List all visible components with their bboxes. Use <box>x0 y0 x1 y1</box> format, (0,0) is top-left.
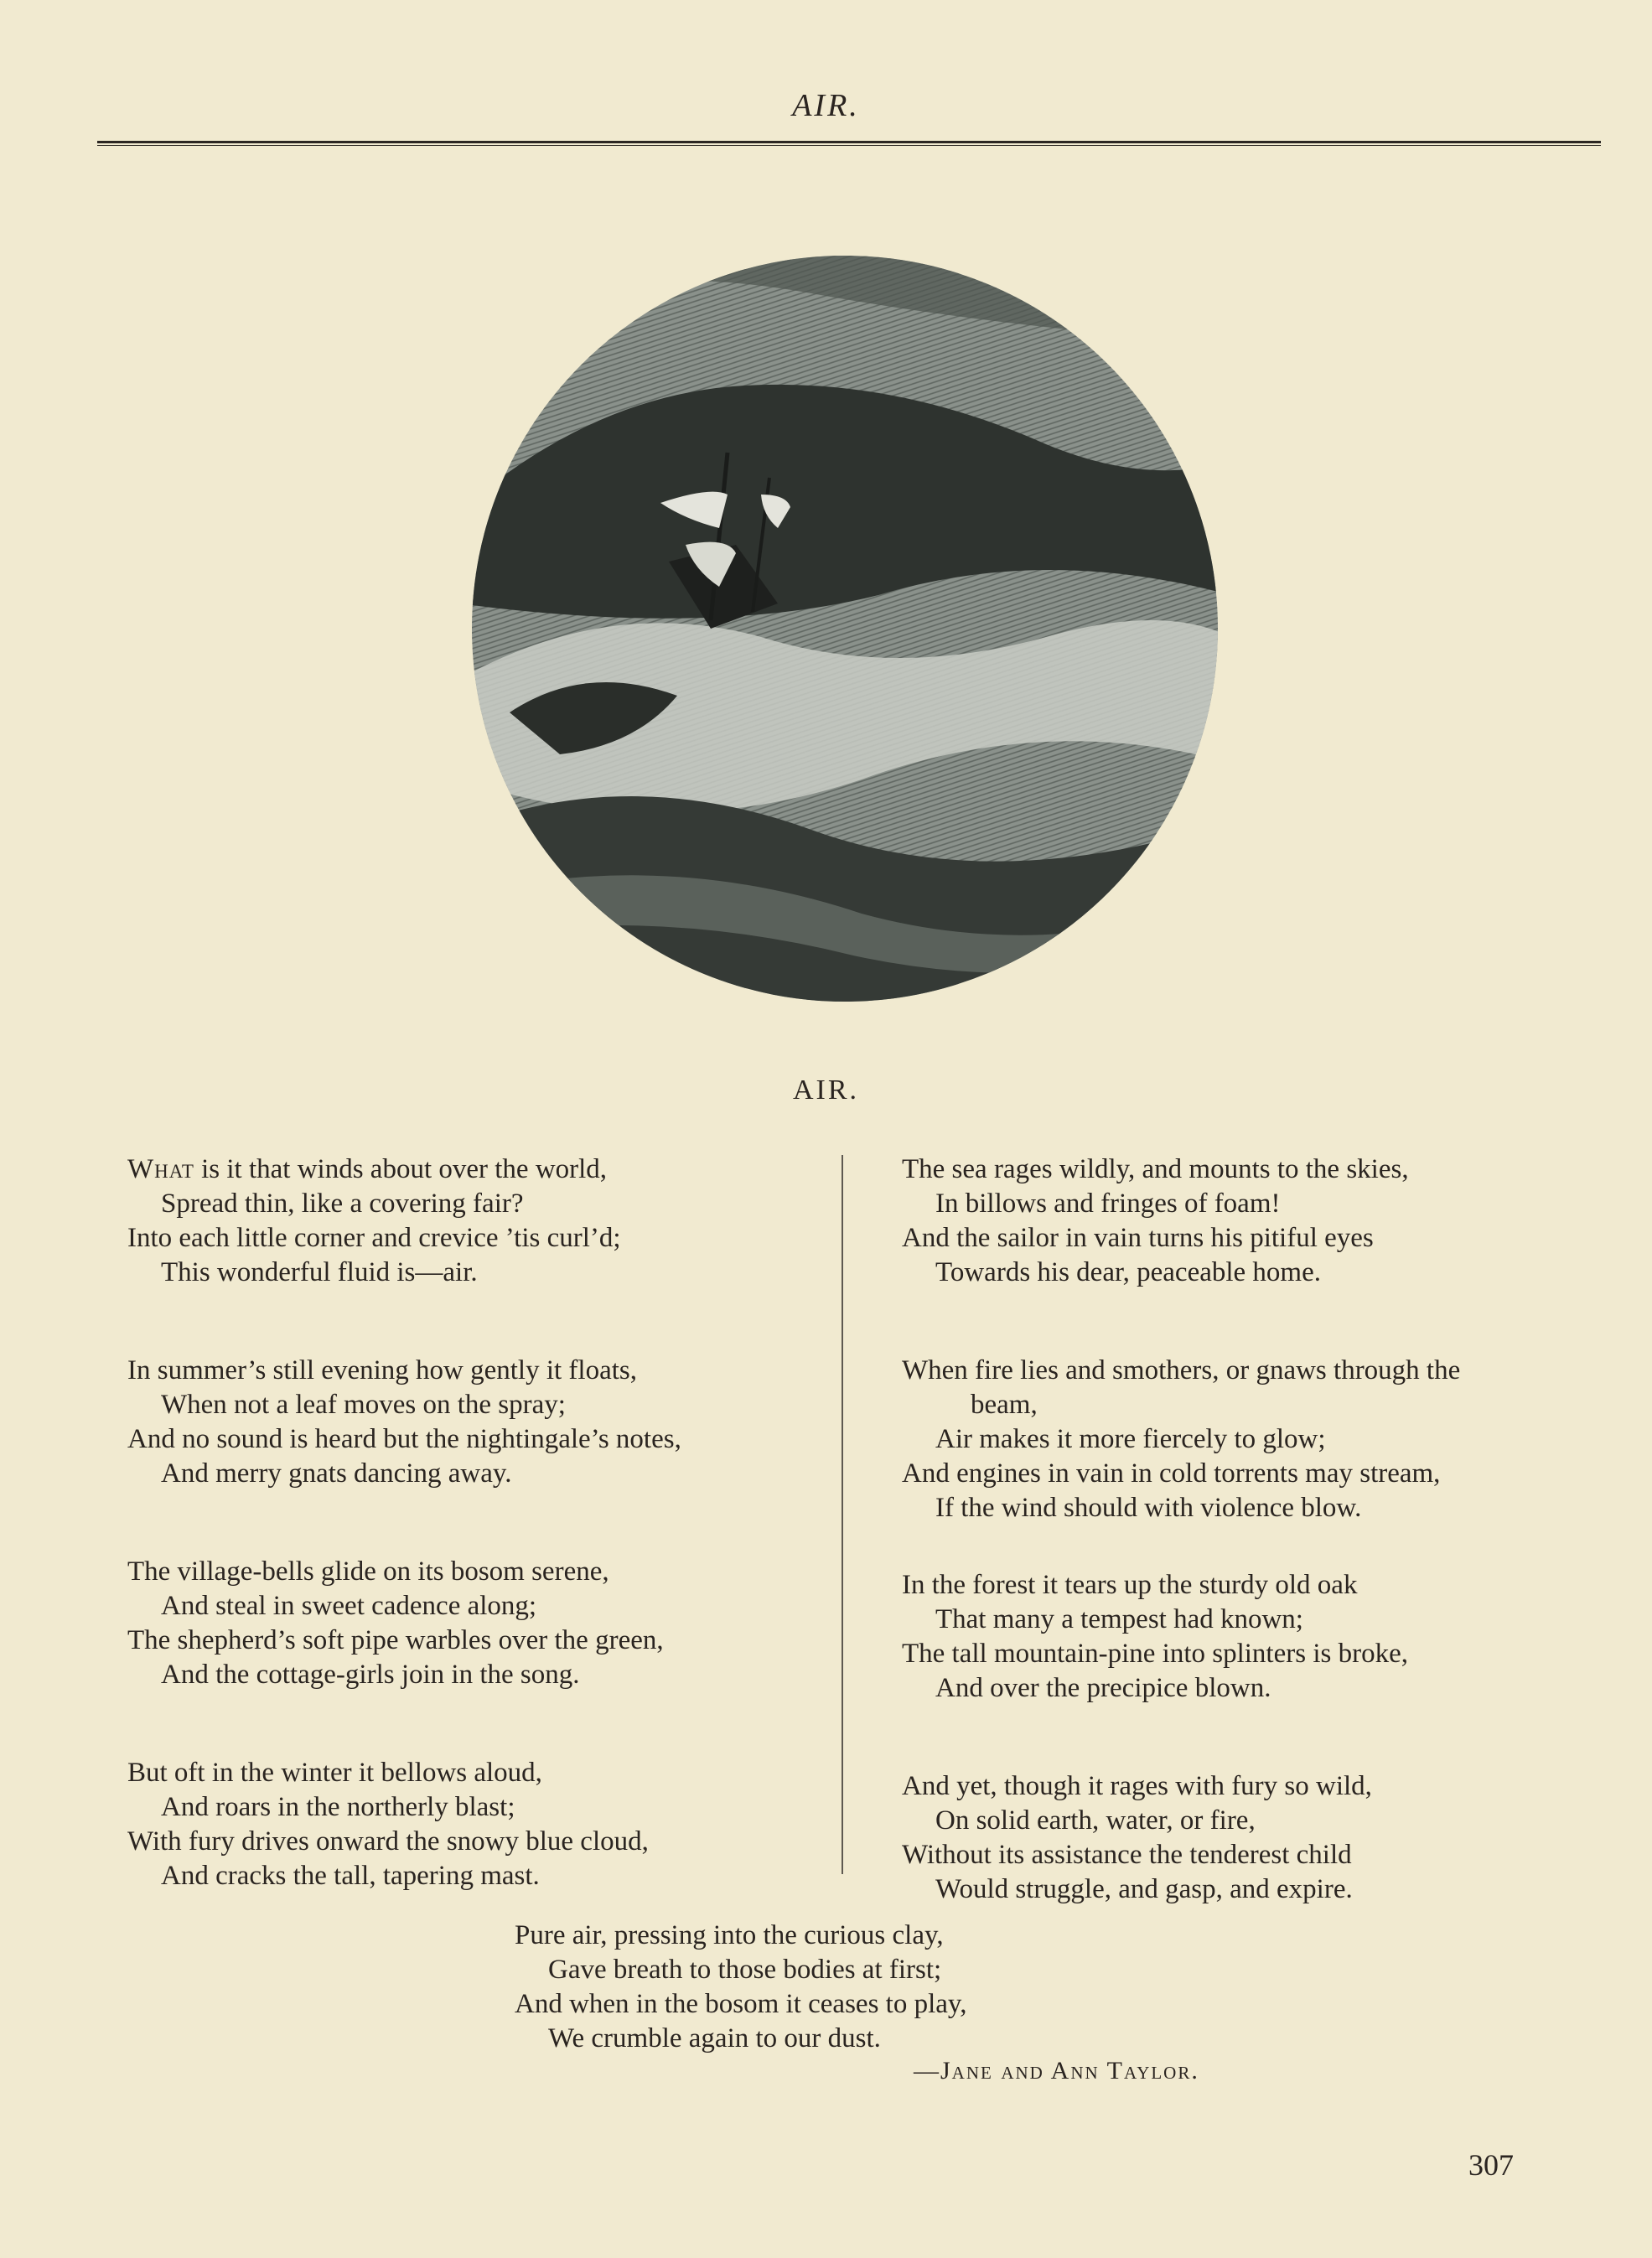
poem-line: This wonderful fluid is—air. <box>161 1257 478 1287</box>
poem-line: Air makes it more fiercely to glow; <box>935 1424 1326 1454</box>
poem-line: And cracks the tall, tapering mast. <box>161 1861 540 1891</box>
poem-line: In billows and fringes of foam! <box>935 1189 1281 1219</box>
poem-line: But oft in the winter it bellows aloud, <box>127 1758 542 1788</box>
header-rule <box>97 141 1601 146</box>
poem-line: The village-bells glide on its bosom serene, <box>127 1556 609 1587</box>
running-head: AIR. <box>792 88 860 123</box>
right-column <box>902 1152 1639 1971</box>
stanza <box>127 1152 865 1290</box>
poem-line: The tall mountain-pine into splinters is broke, <box>902 1639 1408 1669</box>
poem-line: When not a leaf moves on the spray; <box>161 1390 566 1420</box>
poem-line: That many a tempest had known; <box>935 1604 1303 1634</box>
initial-word: What <box>127 1154 194 1184</box>
poem-title: AIR. <box>792 1075 860 1106</box>
poem-line: Pure air, pressing into the curious clay, <box>515 1920 944 1950</box>
poem-line: And the cottage-girls join in the song. <box>161 1660 580 1690</box>
stanza <box>902 1354 1639 1525</box>
poem-line: When fire lies and smothers, or gnaws through the <box>902 1355 1461 1385</box>
stanza <box>127 1756 865 1893</box>
poem-line: And when in the bosom it ceases to play, <box>515 1989 967 2019</box>
poem-line: And steal in sweet cadence along; <box>161 1591 537 1621</box>
stanza <box>127 1555 865 1692</box>
left-column <box>127 1152 865 1957</box>
poem-line: Without its assistance the tenderest child <box>902 1840 1352 1870</box>
poem-line: Would struggle, and gasp, and expire. <box>935 1874 1353 1904</box>
poem-line: We crumble again to our dust. <box>548 2023 881 2053</box>
stanza <box>902 1568 1639 1706</box>
stormy-sea-ship-engraving-icon <box>459 243 1230 1014</box>
poem-line: And over the precipice blown. <box>935 1673 1271 1703</box>
poem-line: In summer’s still evening how gently it floats, <box>127 1355 637 1385</box>
poem-line: And engines in vain in cold torrents may stream, <box>902 1458 1441 1489</box>
poem-line: Spread thin, like a covering fair? <box>161 1189 524 1219</box>
poem-line: Towards his dear, peaceable home. <box>935 1257 1322 1287</box>
poem-line: The sea rages wildly, and mounts to the skies, <box>902 1154 1409 1184</box>
poem-line: What is it that winds about over the world, <box>127 1154 608 1184</box>
poem-line: Into each little corner and crevice ’tis curl’d; <box>127 1223 621 1253</box>
poem-line: And the sailor in vain turns his pitiful eyes <box>902 1223 1374 1253</box>
stanza <box>127 1354 865 1491</box>
poem-line: And no sound is heard but the nightingale’s notes, <box>127 1424 681 1454</box>
stanza <box>902 1152 1639 1290</box>
page-number: 307 <box>1468 2148 1514 2182</box>
poem-line: The shepherd’s soft pipe warbles over the green, <box>127 1625 664 1655</box>
stanza <box>902 1769 1639 1907</box>
poem-line: In the forest it tears up the sturdy old oak <box>902 1570 1358 1600</box>
poem-line: If the wind should with violence blow. <box>935 1493 1362 1523</box>
poem-line: And merry gnats dancing away. <box>161 1458 512 1489</box>
poem-line: Gave breath to those bodies at first; <box>548 1955 942 1985</box>
final-stanza <box>515 1919 967 2056</box>
attribution: —Jane and Ann Taylor. <box>914 2057 1199 2085</box>
poem-line: And roars in the northerly blast; <box>161 1792 515 1822</box>
poem-line: beam, <box>971 1390 1038 1420</box>
poem-line: With fury drives onward the snowy blue cloud, <box>127 1826 649 1857</box>
poem-line: On solid earth, water, or fire, <box>935 1805 1256 1836</box>
column-divider <box>842 1155 843 1874</box>
poem-line: And yet, though it rages with fury so wild, <box>902 1771 1372 1801</box>
